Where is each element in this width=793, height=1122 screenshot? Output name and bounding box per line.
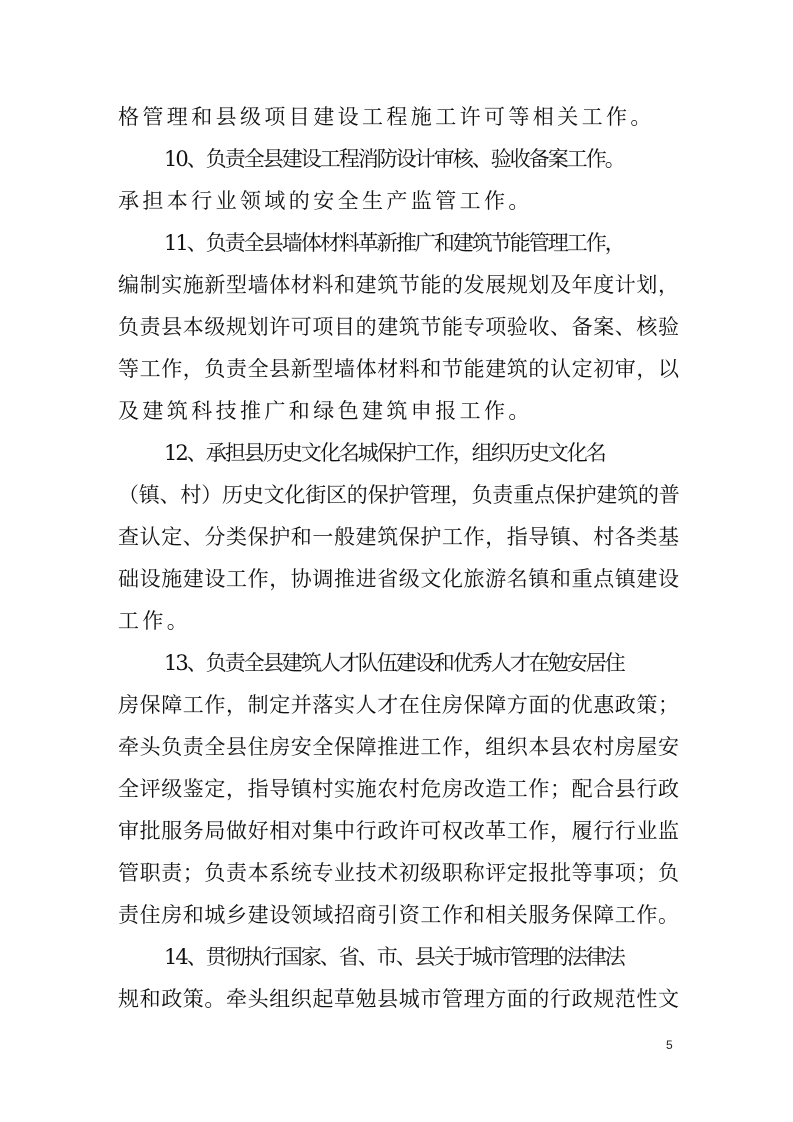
text-line: 12、承担县历史文化名城保护工作，组织历史文化名 — [164, 441, 605, 465]
text-line: 及建筑科技推广和绿色建筑申报工作。 — [118, 399, 533, 423]
text-line: 牵头负责全县住房安全保障推进工作，组织本县农村房屋安 — [118, 735, 680, 759]
text-line: 14、贯彻执行国家、省、市、县关于城市管理的法律法 — [164, 945, 624, 969]
text-line: 审批服务局做好相对集中行政许可权改革工作，履行行业监 — [118, 819, 680, 843]
text-line: 管职责；负责本系统专业技术初级职称评定报批等事项；负 — [118, 861, 680, 885]
text-line: 查认定、分类保护和一般建筑保护工作，指导镇、村各类基 — [118, 525, 680, 549]
text-line: 11、负责全县墙体材料革新推广和建筑节能管理工作， — [164, 231, 624, 255]
text-line: 10、负责全县建设工程消防设计审核、验收备案工作。 — [164, 147, 624, 171]
text-line: 格管理和县级项目建设工程施工许可等相关工作。 — [118, 105, 655, 129]
text-line: （镇、村）历史文化街区的保护管理，负责重点保护建筑的普 — [118, 483, 680, 507]
text-line: 全评级鉴定，指导镇村实施农村危房改造工作；配合县行政 — [118, 777, 680, 801]
text-line: 等工作，负责全县新型墙体材料和节能建筑的认定初审，以 — [118, 357, 680, 381]
text-line: 承担本行业领域的安全生产监管工作。 — [118, 189, 533, 213]
text-line: 责住房和城乡建设领域招商引资工作和相关服务保障工作。 — [118, 903, 680, 927]
text-line: 负责县本级规划许可项目的建筑节能专项验收、备案、核验 — [118, 315, 680, 339]
page-number: 5 — [666, 1038, 673, 1052]
text-line: 编制实施新型墙体材料和建筑节能的发展规划及年度计划， — [118, 273, 680, 297]
text-line: 础设施建设工作，协调推进省级文化旅游名镇和重点镇建设 — [118, 567, 680, 591]
text-line: 工作。 — [118, 609, 192, 633]
text-line: 房保障工作，制定并落实人才在住房保障方面的优惠政策； — [118, 693, 680, 717]
text-line: 规和政策。牵头组织起草勉县城市管理方面的行政规范性文 — [118, 987, 680, 1011]
text-line: 13、负责全县建筑人才队伍建设和优秀人才在勉安居住 — [164, 651, 624, 675]
